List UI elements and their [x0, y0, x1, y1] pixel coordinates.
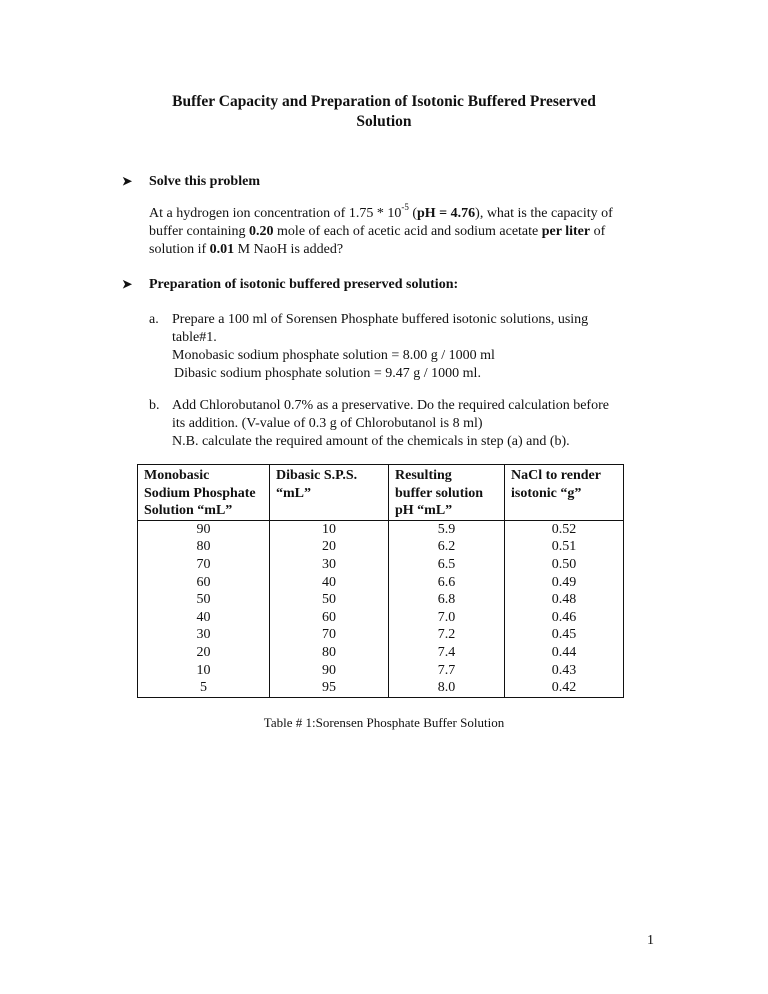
column-header-ph: Resulting buffer solution pH “mL” — [389, 465, 505, 521]
arrow-bullet-icon: ➤ — [122, 174, 133, 188]
table-row: 50 50 6.8 0.48 — [138, 591, 624, 609]
sorensen-buffer-table — [137, 464, 624, 698]
page-title — [0, 92, 768, 132]
table-row: 60 40 6.6 0.49 — [138, 574, 624, 592]
list-item-b: b. Add Chlorobutanol 0.7% as a preservative. Do the required calculation before its addition. (V-value of 0.3 g of Chlorobutanol is 8 ml) N.B. calculate the required amount of the chemicals in step (a) and (b). — [149, 398, 609, 449]
arrow-bullet-icon: ➤ — [122, 277, 133, 291]
table-header-row — [138, 465, 624, 521]
section-heading-problem — [122, 172, 260, 191]
page-number: 1 — [647, 933, 654, 948]
table-caption: Table # 1:Sorensen Phosphate Buffer Solution — [263, 715, 505, 730]
table-row: 5 95 8.0 0.42 — [138, 679, 624, 697]
table-row: 90 10 5.9 0.52 — [138, 520, 624, 538]
column-header-monobasic: Monobasic Sodium Phosphate Solution “mL” — [138, 465, 270, 521]
title-line-2: Solution — [356, 113, 412, 130]
section-heading-text: Solve this problem — [149, 174, 260, 189]
table-row: 40 60 7.0 0.46 — [138, 609, 624, 627]
column-header-nacl: NaCl to render isotonic “g” — [505, 465, 624, 521]
section-heading-preparation — [122, 275, 458, 294]
table-row: 20 80 7.4 0.44 — [138, 644, 624, 662]
list-letter: b. — [149, 398, 160, 413]
problem-paragraph: At a hydrogen ion concentration of $1.75 * 10^{-5}$ (pH = 4.76), what is the capacity of buffer containing 0.20 mole of each of acetic acid and sodium acetate per liter of solution if 0.01 M NaoH is added? — [149, 202, 613, 257]
table-row: 80 20 6.2 0.51 — [138, 538, 624, 556]
table-row: 10 90 7.7 0.43 — [138, 662, 624, 680]
table-row: 30 70 7.2 0.45 — [138, 626, 624, 644]
table-row: 70 30 6.5 0.50 — [138, 556, 624, 574]
section-heading-text: Preparation of isotonic buffered preserved solution: — [149, 277, 459, 292]
list-item-a: a. Prepare a 100 ml of Sorensen Phosphate buffered isotonic solutions, using table#1. Monobasic sodium phosphate solution = 8.00 g / 1000 ml Dibasic sodium phosphate solution = 9.47 g / 1000 ml. — [149, 312, 589, 381]
column-header-dibasic: Dibasic S.P.S. “mL” — [270, 465, 389, 521]
title-line-1: Buffer Capacity and Preparation of Isotonic Buffered Preserved — [172, 93, 596, 110]
list-letter: a. — [149, 312, 159, 327]
